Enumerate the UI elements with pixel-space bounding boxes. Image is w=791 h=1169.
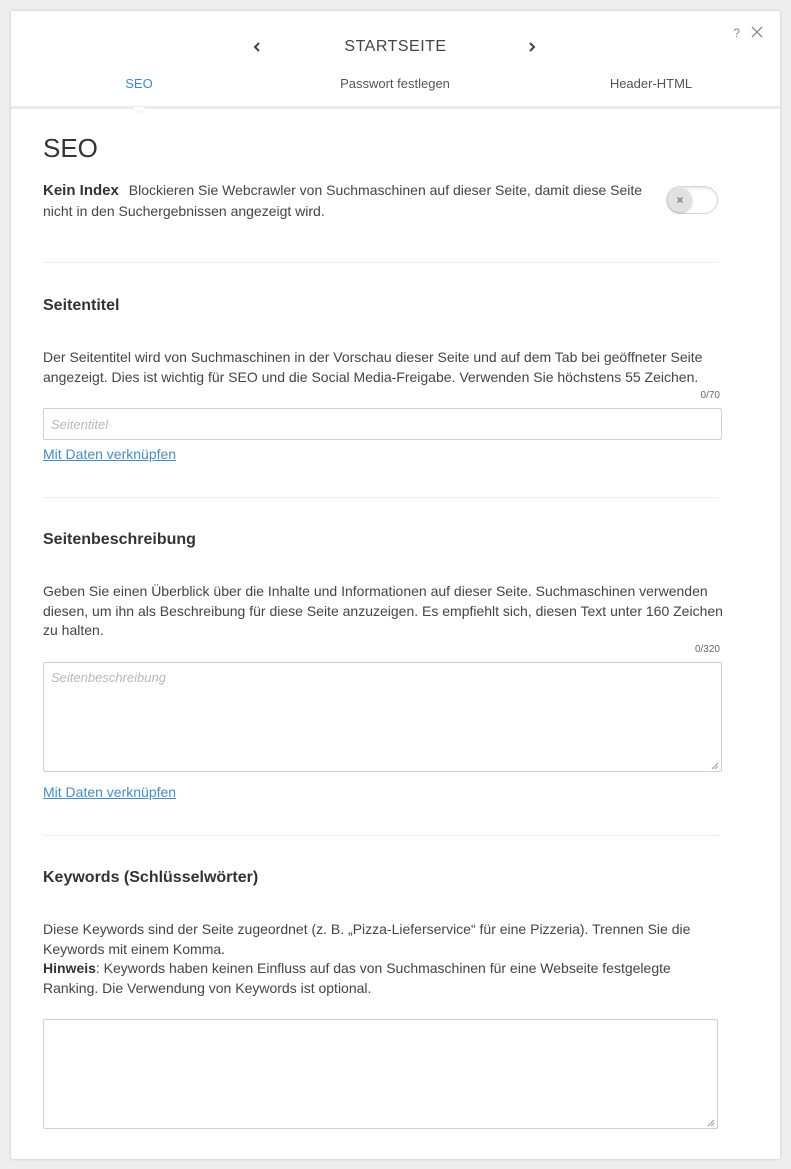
keywords-note <box>43 959 723 998</box>
page-title-heading: Seitentitel <box>43 297 120 314</box>
noindex-label: Kein Index <box>43 182 119 199</box>
active-tab-pointer-fill <box>133 107 145 113</box>
next-page-button[interactable] <box>526 40 538 54</box>
close-icon <box>750 25 764 39</box>
keywords-note-text: : Keywords haben keinen Einfluss auf das von Suchmaschinen für eine Webseite festgelegte Ranking. Die Verwendung von Keywords ist optional. <box>43 960 671 996</box>
keywords-input[interactable] <box>43 1019 718 1129</box>
page-title-input[interactable] <box>43 408 722 440</box>
keywords-text: Diese Keywords sind der Seite zugeordnet (z. B. „Pizza-Lieferservice“ für eine Pizzeria). Trennen Sie die Keywords mit einem Komma. <box>43 921 691 957</box>
tab-seo[interactable]: SEO <box>125 76 153 91</box>
close-icon <box>676 196 684 204</box>
divider <box>43 262 719 263</box>
divider <box>43 497 719 498</box>
tab-set-password[interactable]: Passwort festlegen <box>340 76 450 91</box>
tab-underline <box>11 106 780 109</box>
tab-bar <box>11 76 780 106</box>
keywords-description <box>43 920 723 998</box>
keywords-note-label: Hinweis <box>43 960 96 976</box>
page-title: STARTSEITE <box>344 38 447 55</box>
divider <box>43 835 719 836</box>
page-description-heading: Seitenbeschreibung <box>43 531 196 548</box>
toggle-knob <box>668 188 692 212</box>
page-title-counter: 0/70 <box>700 390 720 401</box>
seo-settings-dialog <box>11 11 780 1159</box>
close-button[interactable] <box>750 25 764 39</box>
tab-header-html[interactable]: Header-HTML <box>609 76 693 91</box>
dialog-header <box>11 11 780 107</box>
page-title-description: Der Seitentitel wird von Suchmaschinen in der Vorschau dieser Seite und auf dem Tab bei geöffneter Seite angezeigt. Dies ist wichtig für SEO und die Social Media-Freigabe. Verwenden Sie höchstens 55 Zeichen. <box>43 349 703 385</box>
noindex-description: Blockieren Sie Webcrawler von Suchmaschinen auf dieser Seite, damit diese Seite nicht in den Suchergebnissen angezeigt wird. <box>43 182 643 219</box>
chevron-right-icon <box>526 40 538 54</box>
help-button[interactable]: ? <box>733 26 740 40</box>
resize-grip-icon[interactable] <box>707 1119 715 1127</box>
noindex-toggle[interactable] <box>666 186 718 214</box>
section-heading: SEO <box>43 133 98 163</box>
noindex-setting <box>43 180 663 221</box>
keywords-heading: Keywords (Schlüsselwörter) <box>43 869 259 886</box>
resize-grip-icon[interactable] <box>711 762 719 770</box>
page-description-input[interactable] <box>43 662 722 772</box>
page-description-text: Geben Sie einen Überblick über die Inhalte und Informationen auf dieser Seite. Suchmaschinen verwenden diesen, um ihn als Beschreibung für diese Seite anzuzeigen. Es empfiehlt sich, diesen Text unter 160 Zeichen zu halten. <box>43 583 723 638</box>
page-description-counter: 0/320 <box>694 644 720 655</box>
page-description-link-data[interactable]: Mit Daten verknüpfen <box>43 784 177 800</box>
page-title-link-data[interactable]: Mit Daten verknüpfen <box>43 446 177 462</box>
